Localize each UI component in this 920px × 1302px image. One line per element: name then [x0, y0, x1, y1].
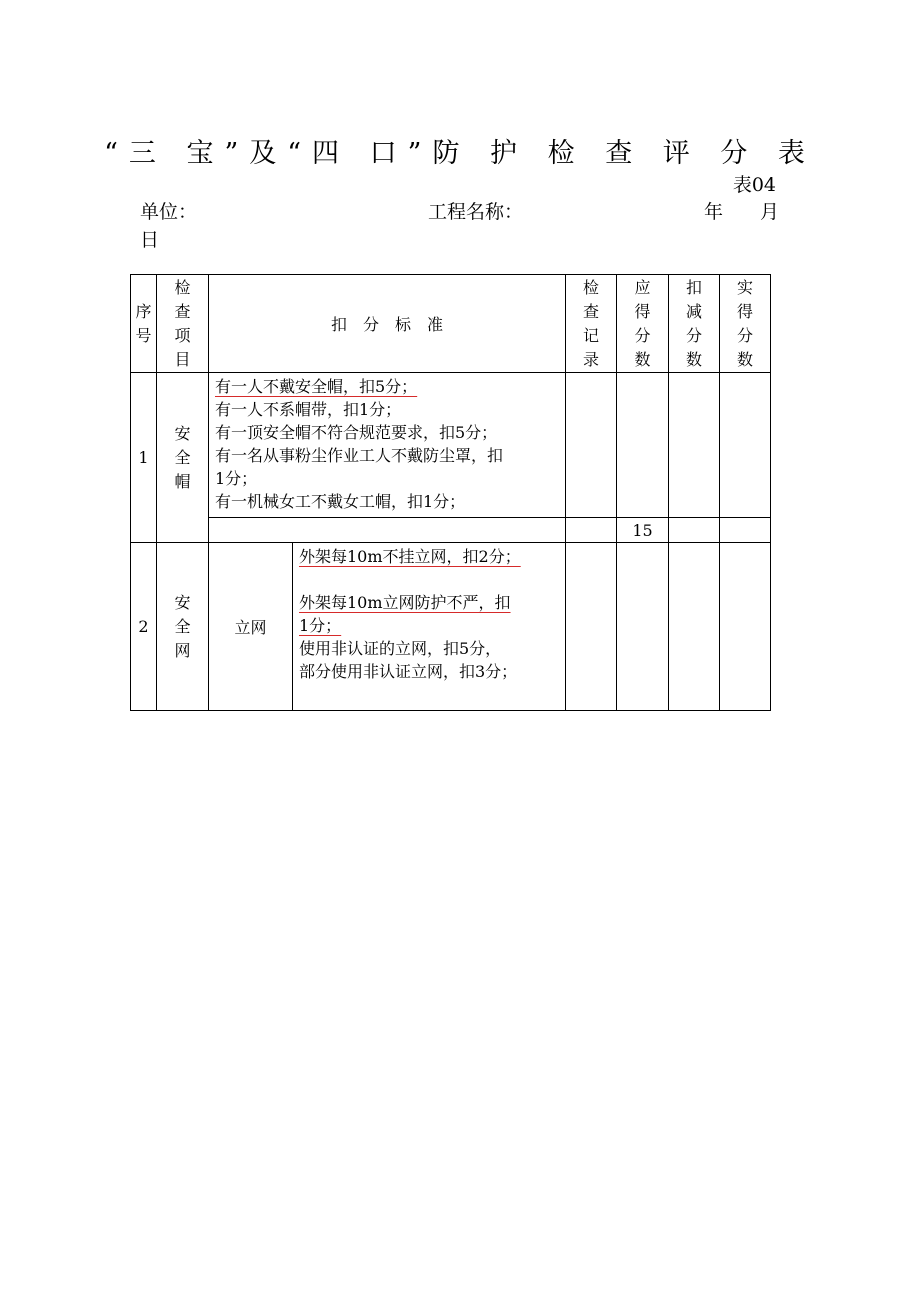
row1-due-cell [617, 373, 669, 518]
criteria-line: 有一人不系帽带，扣1分； [215, 400, 402, 419]
table-row [131, 543, 771, 711]
criteria-line: 部分使用非认证立网，扣3分； [299, 662, 518, 681]
header-row [131, 275, 771, 373]
row1-seq: 1 [131, 373, 157, 543]
header-deduct-score: 扣 减 分 数 [669, 275, 720, 373]
criteria-line: 外架每10m不挂立网，扣2分； [299, 547, 521, 566]
row1-item: 安 全 帽 [157, 373, 209, 543]
day-label: 日 [140, 229, 160, 251]
row2-sub-item: 立网 [209, 543, 293, 711]
row1-subtotal-record [566, 518, 617, 543]
criteria-line: 使用非认证的立网，扣5分， [299, 639, 502, 658]
project-name-label: 工程名称： [428, 201, 524, 223]
criteria-line: 有一顶安全帽不符合规范要求，扣5分； [215, 423, 498, 442]
row1-subtotal-deduct [669, 518, 720, 543]
row1-record-cell [566, 373, 617, 518]
row2-record-cell [566, 543, 617, 711]
row1-subtotal-actual [720, 518, 771, 543]
header-due-score: 应 得 分 数 [617, 275, 669, 373]
header-criteria: 扣 分 标 准 [209, 275, 566, 373]
row2-seq: 2 [131, 543, 157, 711]
criteria-line: 1分； [215, 469, 258, 488]
month-label: 月 [760, 201, 780, 223]
row2-criteria [293, 543, 566, 711]
header-item: 检 查 项 目 [157, 275, 209, 373]
criteria-line: 有一机械女工不戴女工帽，扣1分； [215, 492, 466, 511]
row2-actual-cell [720, 543, 771, 711]
year-label: 年 [704, 201, 724, 223]
row1-criteria [209, 373, 566, 518]
header-seq: 序 号 [131, 275, 157, 373]
row1-subtotal-criteria [209, 518, 566, 543]
criteria-line: 有一名从事粉尘作业工人不戴防尘罩，扣 [215, 446, 504, 465]
row1-due-score: 15 [617, 518, 669, 543]
page-title: “三 宝”及“四 口”防 护 检 查 评 分 表 [104, 138, 816, 169]
header-record: 检 查 记 录 [566, 275, 617, 373]
criteria-line: 外架每10m立网防护不严，扣 [299, 593, 511, 612]
row2-item: 安 全 网 [157, 543, 209, 711]
row1-actual-cell [720, 373, 771, 518]
criteria-line: 有一人不戴安全帽，扣5分； [215, 377, 418, 396]
table-row-subtotal [131, 518, 771, 543]
score-table [130, 274, 771, 711]
table-row [131, 373, 771, 518]
table-number: 表04 [732, 174, 776, 196]
unit-label: 单位： [140, 201, 198, 223]
row2-deduct-cell [669, 543, 720, 711]
header-actual-score: 实 得 分 数 [720, 275, 771, 373]
criteria-line: 1分； [299, 616, 342, 635]
blank-line [299, 568, 559, 591]
row1-deduct-cell [669, 373, 720, 518]
row2-due-cell [617, 543, 669, 711]
